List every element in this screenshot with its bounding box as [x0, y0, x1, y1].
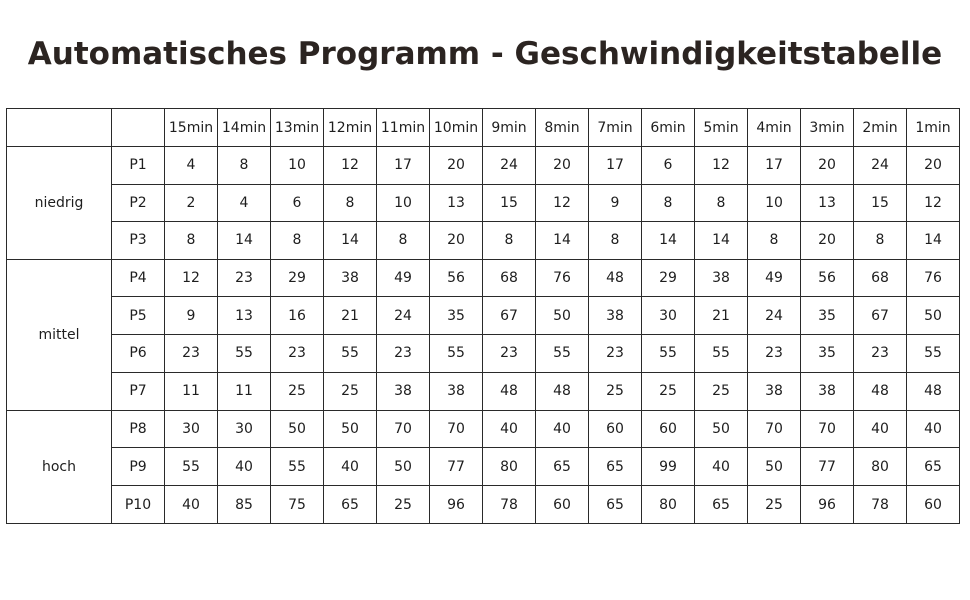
speed-value-cell: 48: [589, 259, 642, 297]
speed-value-cell: 13: [430, 184, 483, 222]
speed-value-cell: 55: [907, 335, 960, 373]
speed-value-cell: 40: [483, 410, 536, 448]
speed-value-cell: 20: [801, 147, 854, 185]
speed-value-cell: 78: [854, 486, 907, 524]
column-header: 13min: [271, 109, 324, 147]
column-header: 2min: [854, 109, 907, 147]
speed-value-cell: 8: [748, 222, 801, 260]
speed-value-cell: 55: [642, 335, 695, 373]
program-label: P5: [112, 297, 165, 335]
speed-value-cell: 8: [377, 222, 430, 260]
column-header: 9min: [483, 109, 536, 147]
speed-value-cell: 40: [695, 448, 748, 486]
table-row: [7, 297, 960, 335]
speed-value-cell: 14: [907, 222, 960, 260]
speed-value-cell: 40: [324, 448, 377, 486]
speed-value-cell: 13: [218, 297, 271, 335]
speed-value-cell: 6: [271, 184, 324, 222]
speed-value-cell: 38: [695, 259, 748, 297]
group-label: mittel: [7, 259, 112, 410]
speed-value-cell: 55: [430, 335, 483, 373]
speed-value-cell: 60: [589, 410, 642, 448]
speed-value-cell: 77: [801, 448, 854, 486]
program-label: P10: [112, 486, 165, 524]
speed-value-cell: 38: [377, 372, 430, 410]
speed-value-cell: 68: [854, 259, 907, 297]
speed-value-cell: 14: [218, 222, 271, 260]
speed-value-cell: 40: [854, 410, 907, 448]
speed-value-cell: 23: [271, 335, 324, 373]
table-header-row: [7, 109, 960, 147]
speed-value-cell: 30: [165, 410, 218, 448]
speed-value-cell: 50: [377, 448, 430, 486]
speed-value-cell: 11: [218, 372, 271, 410]
speed-value-cell: 25: [642, 372, 695, 410]
column-header: 6min: [642, 109, 695, 147]
speed-value-cell: 8: [589, 222, 642, 260]
speed-value-cell: 65: [907, 448, 960, 486]
speed-value-cell: 12: [536, 184, 589, 222]
speed-value-cell: 35: [430, 297, 483, 335]
speed-value-cell: 55: [271, 448, 324, 486]
speed-value-cell: 55: [695, 335, 748, 373]
speed-value-cell: 56: [430, 259, 483, 297]
speed-value-cell: 20: [907, 147, 960, 185]
column-header: 11min: [377, 109, 430, 147]
speed-value-cell: 8: [854, 222, 907, 260]
speed-value-cell: 80: [483, 448, 536, 486]
column-header: 15min: [165, 109, 218, 147]
speed-value-cell: 48: [907, 372, 960, 410]
speed-value-cell: 20: [430, 147, 483, 185]
column-header: 1min: [907, 109, 960, 147]
speed-value-cell: 25: [271, 372, 324, 410]
speed-value-cell: 99: [642, 448, 695, 486]
speed-value-cell: 48: [483, 372, 536, 410]
speed-value-cell: 68: [483, 259, 536, 297]
speed-value-cell: 10: [748, 184, 801, 222]
table-row: [7, 448, 960, 486]
speed-value-cell: 96: [430, 486, 483, 524]
speed-value-cell: 67: [483, 297, 536, 335]
speed-value-cell: 50: [271, 410, 324, 448]
speed-value-cell: 8: [165, 222, 218, 260]
column-header: 4min: [748, 109, 801, 147]
speed-value-cell: 14: [324, 222, 377, 260]
table-row: [7, 184, 960, 222]
speed-value-cell: 15: [483, 184, 536, 222]
speed-value-cell: 60: [907, 486, 960, 524]
speed-value-cell: 16: [271, 297, 324, 335]
speed-value-cell: 23: [589, 335, 642, 373]
speed-value-cell: 60: [536, 486, 589, 524]
speed-value-cell: 50: [907, 297, 960, 335]
group-label: hoch: [7, 410, 112, 523]
speed-value-cell: 70: [377, 410, 430, 448]
speed-value-cell: 12: [324, 147, 377, 185]
speed-value-cell: 8: [271, 222, 324, 260]
speed-value-cell: 96: [801, 486, 854, 524]
speed-value-cell: 8: [642, 184, 695, 222]
speed-value-cell: 20: [430, 222, 483, 260]
speed-value-cell: 76: [536, 259, 589, 297]
speed-value-cell: 38: [324, 259, 377, 297]
speed-value-cell: 25: [748, 486, 801, 524]
table-row: [7, 259, 960, 297]
speed-value-cell: 14: [536, 222, 589, 260]
speed-value-cell: 23: [854, 335, 907, 373]
speed-value-cell: 13: [801, 184, 854, 222]
speed-value-cell: 40: [165, 486, 218, 524]
speed-value-cell: 38: [748, 372, 801, 410]
speed-value-cell: 65: [324, 486, 377, 524]
speed-value-cell: 70: [748, 410, 801, 448]
speed-value-cell: 67: [854, 297, 907, 335]
speed-value-cell: 21: [324, 297, 377, 335]
speed-value-cell: 8: [324, 184, 377, 222]
speed-value-cell: 40: [907, 410, 960, 448]
speed-table: [6, 108, 960, 524]
table-row: [7, 372, 960, 410]
corner-cell-group: [7, 109, 112, 147]
speed-value-cell: 25: [377, 486, 430, 524]
speed-value-cell: 75: [271, 486, 324, 524]
speed-value-cell: 24: [377, 297, 430, 335]
program-label: P7: [112, 372, 165, 410]
speed-value-cell: 35: [801, 297, 854, 335]
table-row: [7, 410, 960, 448]
speed-value-cell: 50: [324, 410, 377, 448]
speed-value-cell: 50: [695, 410, 748, 448]
speed-value-cell: 60: [642, 410, 695, 448]
speed-value-cell: 12: [907, 184, 960, 222]
column-header: 8min: [536, 109, 589, 147]
speed-value-cell: 9: [589, 184, 642, 222]
speed-value-cell: 55: [218, 335, 271, 373]
program-label: P3: [112, 222, 165, 260]
speed-value-cell: 30: [642, 297, 695, 335]
speed-value-cell: 38: [430, 372, 483, 410]
speed-value-cell: 30: [218, 410, 271, 448]
speed-value-cell: 70: [430, 410, 483, 448]
speed-value-cell: 65: [695, 486, 748, 524]
column-header: 7min: [589, 109, 642, 147]
column-header: 3min: [801, 109, 854, 147]
speed-value-cell: 80: [854, 448, 907, 486]
speed-value-cell: 77: [430, 448, 483, 486]
speed-value-cell: 6: [642, 147, 695, 185]
speed-value-cell: 65: [589, 448, 642, 486]
speed-value-cell: 25: [589, 372, 642, 410]
speed-value-cell: 38: [589, 297, 642, 335]
speed-value-cell: 25: [324, 372, 377, 410]
speed-value-cell: 38: [801, 372, 854, 410]
speed-value-cell: 4: [165, 147, 218, 185]
speed-value-cell: 49: [748, 259, 801, 297]
table-row: [7, 486, 960, 524]
speed-value-cell: 25: [695, 372, 748, 410]
speed-value-cell: 20: [801, 222, 854, 260]
table-row: [7, 222, 960, 260]
speed-value-cell: 48: [536, 372, 589, 410]
speed-value-cell: 23: [218, 259, 271, 297]
table-row: [7, 147, 960, 185]
speed-value-cell: 55: [324, 335, 377, 373]
column-header: 10min: [430, 109, 483, 147]
program-label: P9: [112, 448, 165, 486]
speed-value-cell: 20: [536, 147, 589, 185]
program-label: P2: [112, 184, 165, 222]
speed-value-cell: 76: [907, 259, 960, 297]
speed-value-cell: 50: [536, 297, 589, 335]
group-label: niedrig: [7, 147, 112, 260]
speed-value-cell: 12: [165, 259, 218, 297]
speed-value-cell: 17: [377, 147, 430, 185]
speed-value-cell: 40: [536, 410, 589, 448]
speed-value-cell: 80: [642, 486, 695, 524]
column-header: 14min: [218, 109, 271, 147]
speed-value-cell: 24: [483, 147, 536, 185]
speed-value-cell: 24: [748, 297, 801, 335]
speed-value-cell: 8: [483, 222, 536, 260]
corner-cell-program: [112, 109, 165, 147]
speed-value-cell: 78: [483, 486, 536, 524]
speed-value-cell: 23: [483, 335, 536, 373]
speed-value-cell: 48: [854, 372, 907, 410]
speed-value-cell: 23: [165, 335, 218, 373]
speed-value-cell: 17: [748, 147, 801, 185]
speed-value-cell: 49: [377, 259, 430, 297]
speed-value-cell: 50: [748, 448, 801, 486]
speed-value-cell: 17: [589, 147, 642, 185]
speed-value-cell: 65: [589, 486, 642, 524]
speed-value-cell: 55: [536, 335, 589, 373]
speed-value-cell: 10: [377, 184, 430, 222]
column-header: 5min: [695, 109, 748, 147]
speed-value-cell: 21: [695, 297, 748, 335]
speed-value-cell: 4: [218, 184, 271, 222]
speed-value-cell: 35: [801, 335, 854, 373]
table-body: [7, 109, 960, 524]
speed-value-cell: 56: [801, 259, 854, 297]
speed-value-cell: 23: [377, 335, 430, 373]
program-label: P8: [112, 410, 165, 448]
speed-value-cell: 70: [801, 410, 854, 448]
speed-value-cell: 55: [165, 448, 218, 486]
program-label: P4: [112, 259, 165, 297]
speed-value-cell: 23: [748, 335, 801, 373]
speed-value-cell: 15: [854, 184, 907, 222]
column-header: 12min: [324, 109, 377, 147]
speed-value-cell: 2: [165, 184, 218, 222]
speed-value-cell: 29: [271, 259, 324, 297]
speed-value-cell: 40: [218, 448, 271, 486]
speed-value-cell: 9: [165, 297, 218, 335]
speed-value-cell: 8: [695, 184, 748, 222]
speed-value-cell: 8: [218, 147, 271, 185]
speed-value-cell: 10: [271, 147, 324, 185]
speed-value-cell: 11: [165, 372, 218, 410]
program-label: P6: [112, 335, 165, 373]
speed-value-cell: 85: [218, 486, 271, 524]
speed-value-cell: 14: [642, 222, 695, 260]
table-row: [7, 335, 960, 373]
program-label: P1: [112, 147, 165, 185]
speed-value-cell: 14: [695, 222, 748, 260]
speed-value-cell: 29: [642, 259, 695, 297]
speed-value-cell: 65: [536, 448, 589, 486]
speed-value-cell: 24: [854, 147, 907, 185]
speed-value-cell: 12: [695, 147, 748, 185]
page-title: Automatisches Programm - Geschwindigkeitstabelle: [27, 36, 943, 72]
